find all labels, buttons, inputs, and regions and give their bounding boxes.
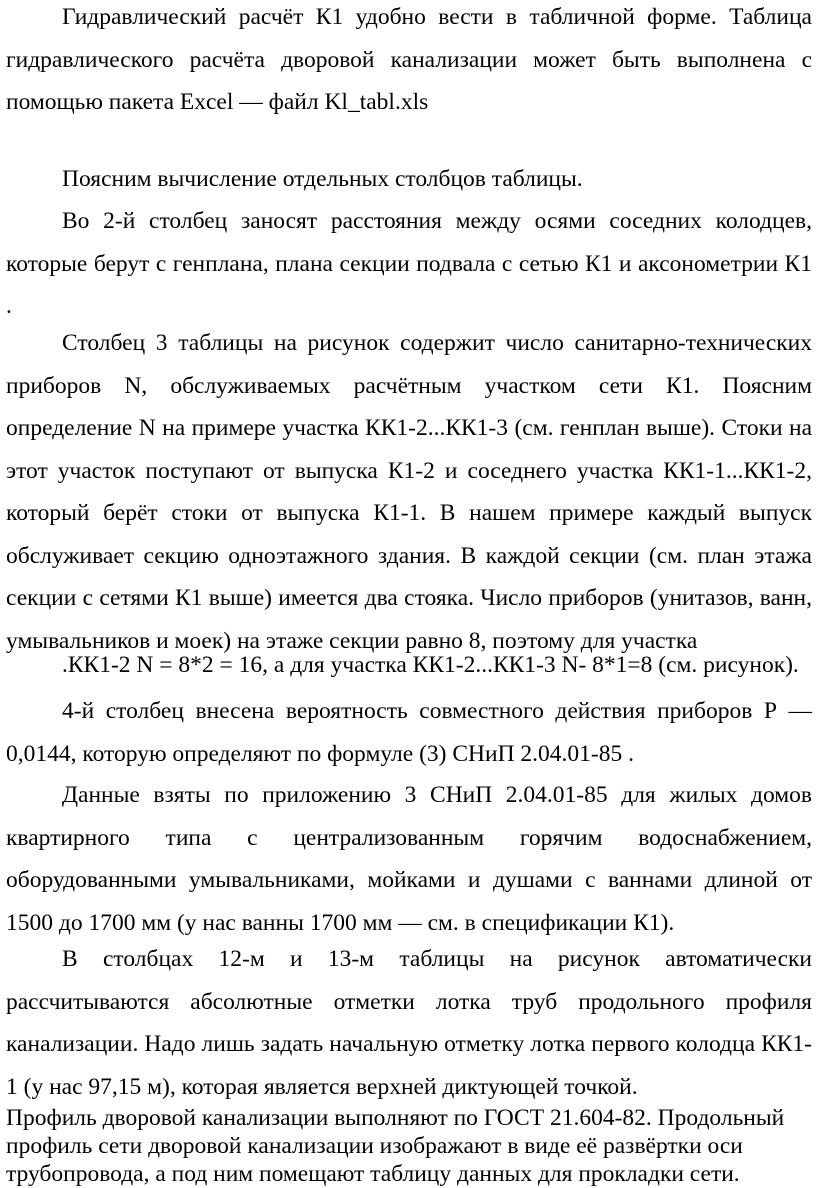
paragraph-columns-intro: Поясним вычисление отдельных столбцов таблицы. xyxy=(62,166,583,192)
paragraph-example: .КК1-2 N = 8*2 = 16, а для участка КК1-2...КК1-3 N- 8*1=8 (см. рисунок). xyxy=(62,652,799,678)
paragraph-snip-data: Данные взяты по приложению 3 СНиП 2.04.01-85 для жилых домов квартирного типа с централизованным горячим водоснабжением, оборудованными умывальниками, мойками и душами с ваннами длиной от 1500 до 1700 мм (у нас ванны 1700 мм — см. в спецификации К1). xyxy=(6,782,812,936)
paragraph-column-2: Во 2-й столбец заносят расстояния между осями соседних колодцев, которые берут с генплана, плана секции подвала с сетью К1 и аксонометрии К1 . xyxy=(6,208,812,319)
paragraph-intro: Гидравлический расчёт К1 удобно вести в табличной форме. Таблица гидравлического расчёта дворовой канализации может быть выполнена с помощью пакета Excel — файл Kl_tabl.xls xyxy=(6,4,812,115)
paragraph-column-4: 4-й столбец внесена вероятность совместного действия приборов Р — 0,0144, которую определяют по формуле (3) СНиП 2.04.01-85 . xyxy=(6,698,812,767)
paragraph-column-3: Столбец 3 таблицы на рисунок содержит число санитарно-технических приборов N, обслуживаемых расчётным участком сети К1. Поясним определение N на примере участка КК1-2...КК1-3 (см. генплан выше). Стоки на этот участок поступают от выпуска К1-2 и соседнего участка КК1-1...КК1-2, который берёт стоки от выпуска К1-1. В нашем примере каждый выпуск обслуживает секцию одноэтажного здания. В каждой секции (см. план этажа секции с сетями К1 выше) имеется два стояка. Число приборов (унитазов, ванн, умывальников и моек) на этаже секции равно 8, поэтому для участка xyxy=(6,330,812,654)
paragraph-profile: Профиль дворовой канализации выполняют по ГОСТ 21.604-82. Продольный профиль сети дворовой канализации изображают в виде её развёртки оси трубопровода, а под ним помещают таблицу данных для прокладки сети. xyxy=(6,1105,785,1187)
paragraph-columns-12-13: В столбцах 12-м и 13-м таблицы на рисунок автоматически рассчитываются абсолютные отметки лотка труб продольного профиля канализации. Надо лишь задать начальную отметку лотка первого колодца КК1-1 (у нас 97,15 м), которая является верхней диктующей точкой. xyxy=(6,946,812,1100)
